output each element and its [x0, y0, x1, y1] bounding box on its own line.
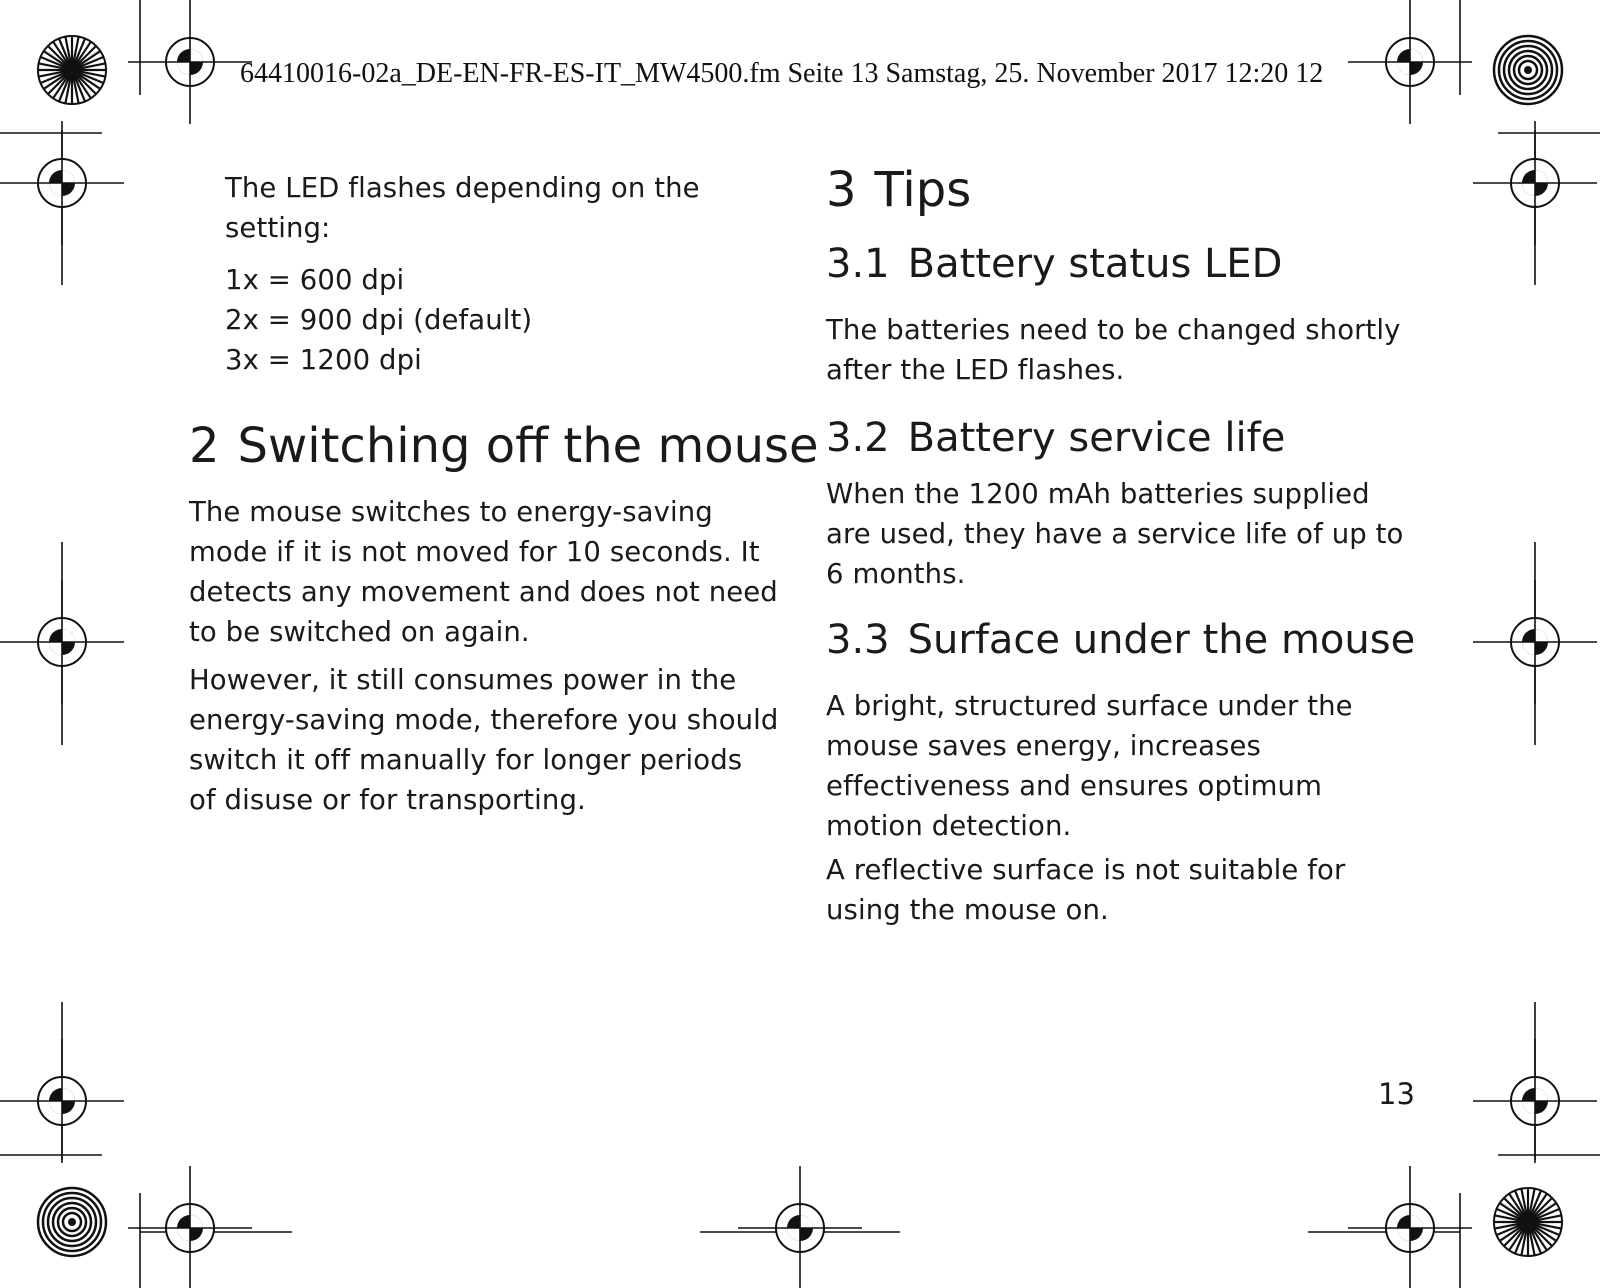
section-title: Surface under the mouse [907, 617, 1416, 663]
body-line: of disuse or for transporting. [189, 784, 586, 816]
section-number: 2 [189, 418, 220, 474]
body-line: mode if it is not moved for 10 seconds. It [189, 536, 760, 568]
body-line: after the LED flashes. [826, 354, 1125, 386]
body-line: 6 months. [826, 558, 966, 590]
body-line: motion detection. [826, 810, 1072, 842]
section-3-3-para-1 [826, 686, 1426, 846]
section-3-3-heading [826, 614, 1426, 666]
section-2-heading [189, 416, 819, 476]
body-line: A bright, structured surface under the [826, 690, 1353, 722]
section-title: Tips [874, 162, 972, 218]
led-intro [189, 168, 789, 248]
body-line: The LED flashes depending on the [225, 172, 700, 204]
section-3-1-heading [826, 238, 1426, 290]
section-title: Battery service life [907, 415, 1286, 461]
dpi-item: 3x = 1200 dpi [225, 344, 422, 376]
section-3-2-body [826, 474, 1426, 594]
body-line: The mouse switches to energy-saving [189, 496, 713, 528]
left-column [189, 168, 819, 820]
body-line: using the mouse on. [826, 894, 1109, 926]
right-column [826, 162, 1426, 930]
body-line: When the 1200 mAh batteries supplied [826, 478, 1370, 510]
section-title: Battery status LED [907, 241, 1283, 287]
section-2-para-2 [189, 660, 789, 820]
section-title: Switching off the mouse [237, 418, 819, 474]
body-line: However, it still consumes power in the [189, 664, 737, 696]
body-line: The batteries need to be changed shortly [826, 314, 1401, 346]
body-line: are used, they have a service life of up to [826, 518, 1404, 550]
section-number: 3 [826, 162, 857, 218]
section-3-3-para-2 [826, 850, 1426, 930]
body-line: effectiveness and ensures optimum [826, 770, 1322, 802]
body-line: switch it off manually for longer periods [189, 744, 743, 776]
print-slug: 64410016-02a_DE-EN-FR-ES-IT_MW4500.fm Seite 13 Samstag, 25. November 2017 12:20 12 [240, 58, 1324, 89]
body-line: detects any movement and does not need [189, 576, 778, 608]
body-line: energy-saving mode, therefore you should [189, 704, 779, 736]
body-line: setting: [225, 212, 331, 244]
body-line: A reflective surface is not suitable for [826, 854, 1346, 886]
dpi-item: 2x = 900 dpi (default) [225, 304, 533, 336]
section-3-1-body [826, 310, 1426, 390]
dpi-list [189, 260, 789, 380]
section-3-heading [826, 160, 1426, 220]
body-line: to be switched on again. [189, 616, 530, 648]
section-number: 3.3 [826, 617, 890, 663]
body-line: mouse saves energy, increases [826, 730, 1261, 762]
page-number: 13 [1378, 1077, 1415, 1111]
section-number: 3.2 [826, 415, 890, 461]
section-3-2-heading [826, 412, 1426, 464]
section-2-para-1 [189, 492, 789, 652]
section-number: 3.1 [826, 241, 890, 287]
dpi-item: 1x = 600 dpi [225, 264, 405, 296]
